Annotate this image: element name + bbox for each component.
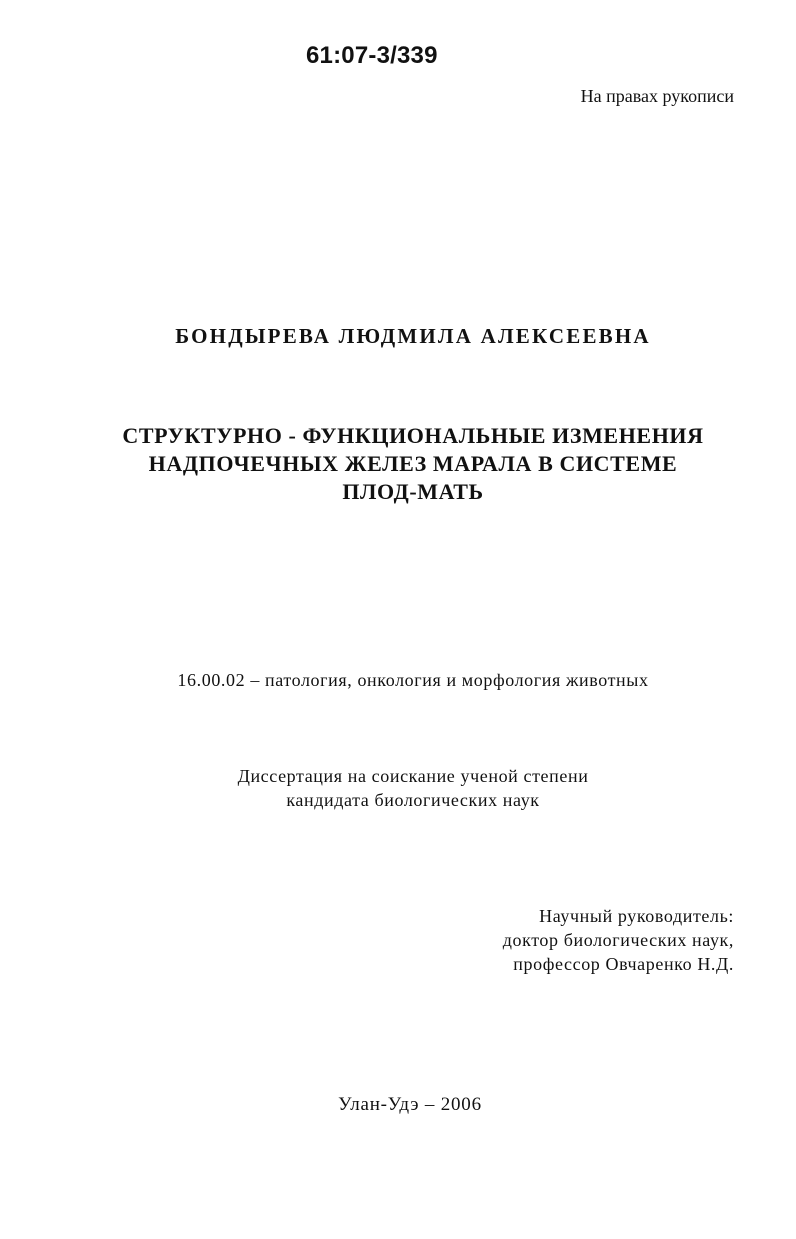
supervisor-line-3: профессор Овчаренко Н.Д. [513,954,734,974]
catalog-number: 61:07-3/339 [306,42,438,69]
supervisor-line-1: Научный руководитель: [539,906,734,926]
supervisor-line-2: доктор биологических наук, [502,930,734,950]
degree-line-1: Диссертация на соискание ученой степени [237,766,589,786]
degree-statement [0,764,796,812]
title-line-3: ПЛОД-МАТЬ [342,479,484,504]
title-line-1: СТРУКТУРНО - ФУНКЦИОНАЛЬНЫЕ ИЗМЕНЕНИЯ [122,423,704,448]
dissertation-title [0,422,796,506]
rights-note: На правах рукописи [580,86,734,106]
degree-line-2: кандидата биологических наук [286,790,540,810]
author-name: БОНДЫРЕВА ЛЮДМИЛА АЛЕКСЕЕВНА [175,324,651,348]
supervisor-info [503,904,734,976]
title-line-2: НАДПОЧЕЧНЫХ ЖЕЛЕЗ МАРАЛА В СИСТЕМЕ [148,451,678,476]
specialty-code: 16.00.02 – патология, онкология и морфология животных [177,670,649,690]
city-year: Улан-Удэ – 2006 [338,1094,482,1115]
